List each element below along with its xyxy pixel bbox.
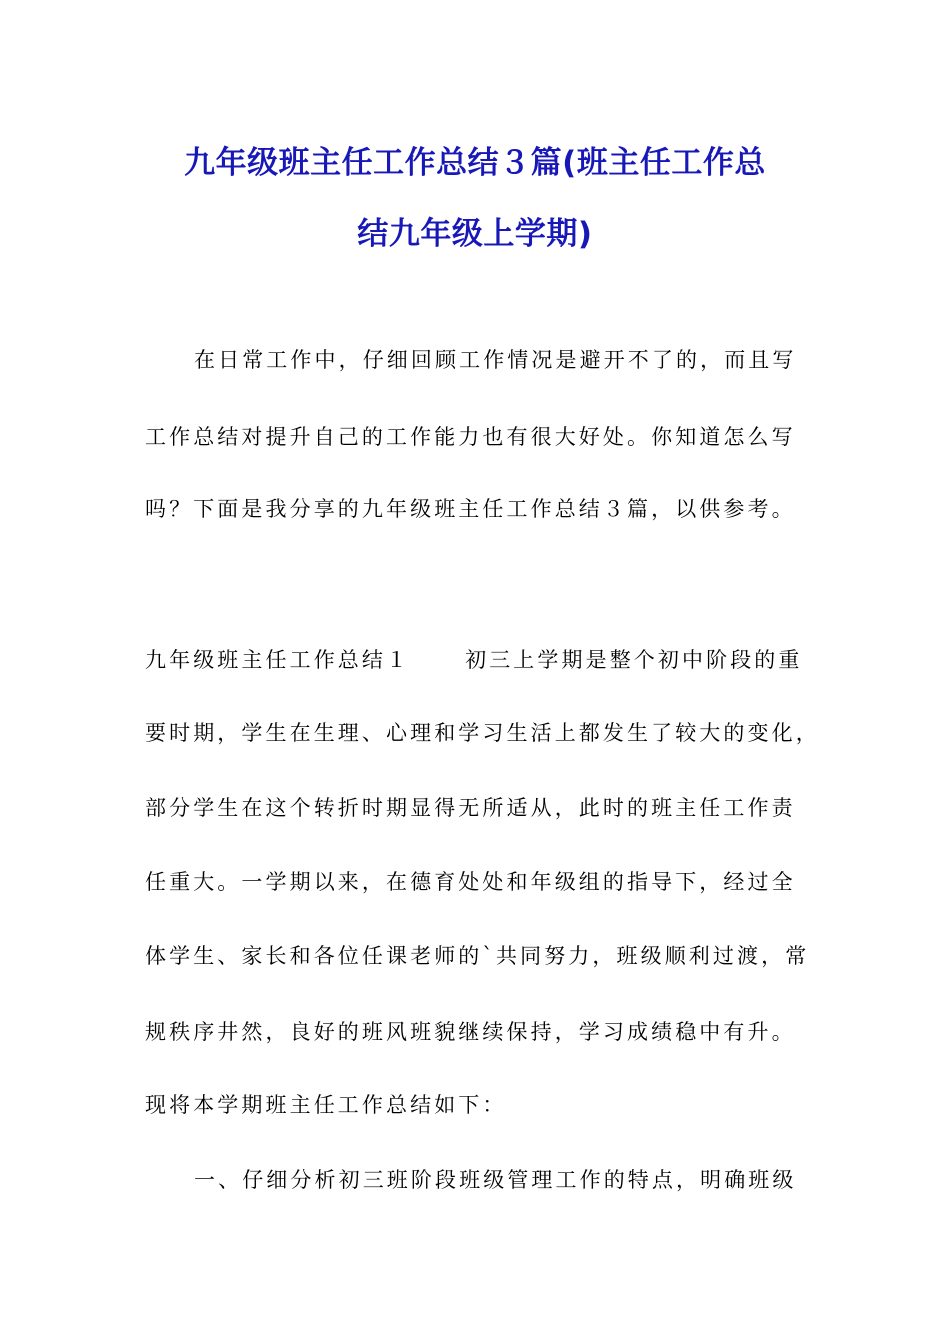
intro-line-1: 在日常工作中，仔细回顾工作情况是避开不了的，而且写 (194, 348, 797, 372)
section1-line-4: 任重大。一学期以来，在德育处处和年级组的指导下，经过全 (145, 870, 796, 894)
intro-line-2: 工作总结对提升自己的工作能力也有很大好处。你知道怎么写 (145, 425, 796, 449)
section1-line-2: 要时期，学生在生理、心理和学习生活上都发生了较大的变化， (145, 721, 820, 745)
section1-line-3: 部分学生在这个转折时期显得无所适从，此时的班主任工作责 (145, 796, 796, 820)
section1-line-6: 规秩序井然，良好的班风班貌继续保持，学习成绩稳中有升。 (145, 1020, 796, 1044)
document-title-line-1: 九年级班主任工作总结３篇(班主任工作总 (184, 145, 766, 181)
section1-first-line (145, 645, 803, 675)
section1-line-5: 体学生、家长和各位任课老师的`共同努力，班级顺利过渡，常 (145, 944, 810, 968)
point1-line: 一、仔细分析初三班阶段班级管理工作的特点，明确班级 (194, 1168, 797, 1192)
section1-heading: 九年级班主任工作总结１ (145, 648, 411, 672)
section1-line-7: 现将本学期班主任工作总结如下： (145, 1093, 507, 1117)
intro-line-3: 吗？下面是我分享的九年级班主任工作总结３篇，以供参考。 (145, 497, 796, 521)
document-title-line-2: 结九年级上学期) (357, 216, 593, 252)
section1-line-1: 初三上学期是整个初中阶段的重 (465, 648, 803, 672)
